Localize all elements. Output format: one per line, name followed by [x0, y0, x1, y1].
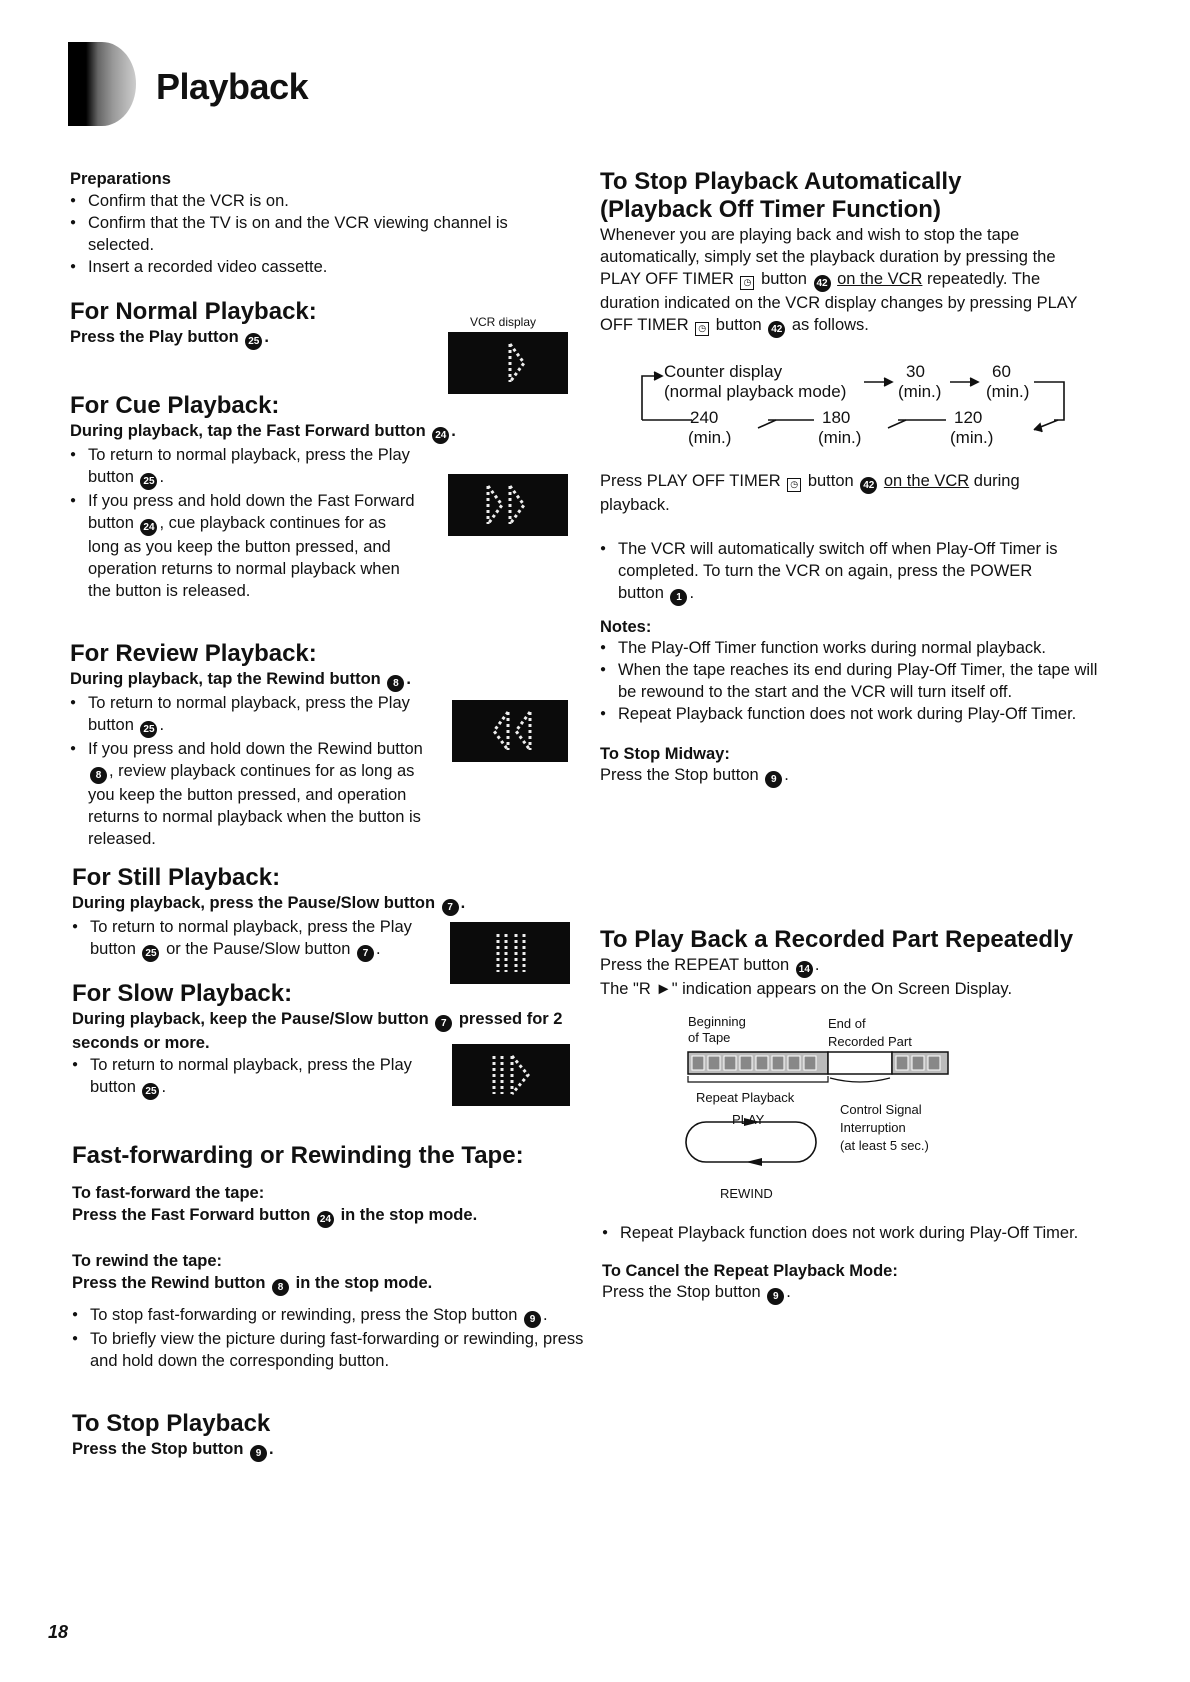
- still-playback-instruction: During playback, press the Pause/Slow button 7 .: [72, 892, 572, 916]
- button-number-icon: 9: [765, 771, 782, 788]
- vcr-display-play: [448, 332, 568, 394]
- rewind-symbol-icon: [452, 700, 568, 762]
- list-item: ● To stop fast-forwarding or rewinding, press the Stop button 9 .: [72, 1304, 592, 1328]
- button-number-icon: 1: [670, 589, 687, 606]
- review-playback-instruction: During playback, tap the Rewind button 8 .: [70, 668, 570, 692]
- auto-stop-section: [600, 168, 1100, 338]
- cycle-unit: (min.): [898, 382, 942, 401]
- button-number-icon: 7: [357, 945, 374, 962]
- timer-icon: ◷: [695, 322, 709, 336]
- review-playback-heading: For Review Playback:: [70, 640, 317, 667]
- cycle-value-30: 30: [906, 362, 925, 381]
- page-number: 18: [48, 1622, 69, 1642]
- diagram-beginning-line2: of Tape: [688, 1030, 731, 1045]
- auto-stop-heading-line1: To Stop Playback Automatically: [600, 168, 962, 195]
- stop-playback-instruction: Press the Stop button 9 .: [72, 1438, 472, 1462]
- repeat-instruction: Press the REPEAT button 14 .: [600, 954, 1100, 978]
- cue-playback-heading: For Cue Playback:: [70, 392, 280, 419]
- ffrew-rew-label: To rewind the tape:: [72, 1252, 223, 1270]
- list-item: ● When the tape reaches its end during Play-Off Timer, the tape will be rewound to the start and the VCR will turn itself off.: [600, 659, 1100, 703]
- button-number-icon: 42: [814, 275, 831, 292]
- stop-playback-section: [72, 1410, 472, 1462]
- cancel-repeat-instruction: Press the Stop button 9 .: [602, 1281, 1082, 1305]
- list-item: ● The Play-Off Timer function works during normal playback.: [600, 637, 1100, 659]
- vcr-display-slow: [452, 1044, 570, 1106]
- preparations-section: [70, 168, 560, 278]
- auto-stop-paragraph: Whenever you are playing back and wish to stop the tape automatically, simply set the playback duration by pressing the PLAY OFF TIMER ◷ button 42 on the VCR repeatedly. The duration indicated on the VCR display changes by pressing PLAY OFF TIMER ◷ button 42 as follows.: [600, 224, 1100, 338]
- notes-label: Notes:: [600, 618, 652, 636]
- stop-midway-instruction: Press the Stop button 9 .: [600, 764, 1080, 788]
- still-playback-heading: For Still Playback:: [72, 864, 281, 891]
- diagram-control-line1: Control Signal: [840, 1102, 922, 1117]
- button-number-icon: 8: [387, 675, 404, 692]
- auto-stop-details: [600, 470, 1098, 788]
- ffrew-ff-label: To fast-forward the tape:: [72, 1184, 265, 1202]
- list-item: ● If you press and hold down the Rewind button 8 , review playback continues for as long as you keep the button pressed, and operation returns to normal playback when the button is released.: [70, 738, 430, 850]
- cycle-value-180: 180: [822, 408, 851, 427]
- repeat-heading: To Play Back a Recorded Part Repeatedly: [600, 926, 1074, 953]
- cycle-value-240: 240: [690, 408, 719, 427]
- diagram-play: PLAY: [732, 1112, 765, 1127]
- cycle-value-120: 120: [954, 408, 983, 427]
- auto-stop-paragraph-2: Press PLAY OFF TIMER ◷ button 42 on the VCR during playback.: [600, 472, 1020, 514]
- button-number-icon: 7: [442, 899, 459, 916]
- list-item: ● The VCR will automatically switch off when Play-Off Timer is completed. To turn the VCR on again, press the POWER button 1 .: [600, 538, 1080, 606]
- cycle-unit: (min.): [986, 382, 1030, 401]
- play-symbol-icon: [448, 332, 568, 394]
- button-number-icon: 7: [435, 1015, 452, 1032]
- button-number-icon: 25: [245, 333, 262, 350]
- cycle-value-60: 60: [992, 362, 1011, 381]
- list-item: ● To return to normal playback, press the Play button 25 .: [72, 1054, 412, 1100]
- repeat-indication: The "R ►" indication appears on the On Screen Display.: [600, 980, 1013, 998]
- list-item: ● Repeat Playback function does not work during Play-Off Timer.: [602, 1222, 1082, 1244]
- pause-symbol-icon: [450, 922, 570, 984]
- diagram-rewind: REWIND: [720, 1186, 773, 1201]
- button-number-icon: 9: [767, 1288, 784, 1305]
- page-title: Playback: [156, 66, 309, 107]
- button-number-icon: 24: [140, 519, 157, 536]
- button-number-icon: 24: [432, 427, 449, 444]
- diagram-beginning-line1: Beginning: [688, 1014, 746, 1029]
- vcr-display-cue: [448, 474, 568, 536]
- diagram-end-line1: End of: [828, 1016, 866, 1031]
- list-item: ● To return to normal playback, press the Play button 25 .: [70, 692, 430, 738]
- button-number-icon: 9: [250, 1445, 267, 1462]
- cycle-counter-line2: (normal playback mode): [664, 382, 847, 401]
- list-item: ● To return to normal playback, press the Play button 25 .: [70, 444, 420, 490]
- normal-playback-heading: For Normal Playback:: [70, 298, 317, 325]
- normal-playback-instruction: Press the Play button 25 .: [70, 326, 470, 350]
- list-item: ● Repeat Playback function does not work during Play-Off Timer.: [600, 703, 1100, 725]
- button-number-icon: 25: [142, 945, 159, 962]
- button-number-icon: 8: [272, 1279, 289, 1296]
- ffrew-section: [72, 1142, 592, 1372]
- timer-icon: ◷: [740, 276, 754, 290]
- button-number-icon: 25: [142, 1083, 159, 1100]
- repeat-diagram: [680, 1010, 1000, 1200]
- cancel-repeat-label: To Cancel the Repeat Playback Mode:: [602, 1262, 898, 1280]
- list-item: ● To briefly view the picture during fast-forwarding or rewinding, press and hold down the corresponding button.: [72, 1328, 592, 1372]
- timer-icon: ◷: [787, 478, 801, 492]
- stop-playback-heading: To Stop Playback: [72, 1410, 271, 1437]
- vcr-display-review: [452, 700, 568, 762]
- list-item: ● Confirm that the VCR is on.: [70, 190, 560, 212]
- repeat-section: [600, 926, 1100, 1000]
- diagram-control-line3: (at least 5 sec.): [840, 1138, 929, 1153]
- list-item: ● If you press and hold down the Fast Forward button 24 , cue playback continues for as long as you keep the button pressed, and operation returns to normal playback when the button is released.: [70, 490, 420, 602]
- button-number-icon: 14: [796, 961, 813, 978]
- diagram-control-line2: Interruption: [840, 1120, 906, 1135]
- cycle-unit: (min.): [950, 428, 994, 447]
- cycle-unit: (min.): [688, 428, 732, 447]
- vcr-display-caption: VCR display: [470, 315, 537, 329]
- button-number-icon: 25: [140, 473, 157, 490]
- button-number-icon: 24: [317, 1211, 334, 1228]
- ffrew-rew-instruction: Press the Rewind button 8 in the stop mode.: [72, 1272, 592, 1296]
- list-item: ● To return to normal playback, press the Play button 25 or the Pause/Slow button 7 .: [72, 916, 442, 962]
- button-number-icon: 42: [860, 477, 877, 494]
- list-item: ● Insert a recorded video cassette.: [70, 256, 560, 278]
- button-number-icon: 9: [524, 1311, 541, 1328]
- cue-playback-instruction: During playback, tap the Fast Forward button 24 .: [70, 420, 570, 444]
- auto-stop-heading-line2: (Playback Off Timer Function): [600, 196, 941, 223]
- button-number-icon: 8: [90, 767, 107, 784]
- normal-playback-section: [70, 298, 470, 350]
- slow-playback-instruction: During playback, keep the Pause/Slow button 7 pressed for 2 seconds or more.: [72, 1010, 563, 1052]
- vcr-display-still: [450, 922, 570, 984]
- slow-symbol-icon: [452, 1044, 570, 1106]
- title-graphic: [68, 42, 136, 126]
- repeat-details: [602, 1222, 1082, 1305]
- preparations-heading: Preparations: [70, 170, 171, 188]
- ffrew-ff-instruction: Press the Fast Forward button 24 in the stop mode.: [72, 1204, 592, 1228]
- fast-forward-symbol-icon: [448, 474, 568, 536]
- button-number-icon: 25: [140, 721, 157, 738]
- diagram-repeat-playback: Repeat Playback: [696, 1090, 795, 1105]
- ffrew-heading: Fast-forwarding or Rewinding the Tape:: [72, 1142, 524, 1169]
- timer-cycle-diagram: [636, 362, 1076, 454]
- cycle-unit: (min.): [818, 428, 862, 447]
- stop-midway-label: To Stop Midway:: [600, 745, 730, 763]
- cycle-counter-line1: Counter display: [664, 362, 783, 381]
- diagram-end-line2: Recorded Part: [828, 1034, 912, 1049]
- slow-playback-heading: For Slow Playback:: [72, 980, 293, 1007]
- list-item: ● Confirm that the TV is on and the VCR viewing channel is selected.: [70, 212, 565, 256]
- button-number-icon: 42: [768, 321, 785, 338]
